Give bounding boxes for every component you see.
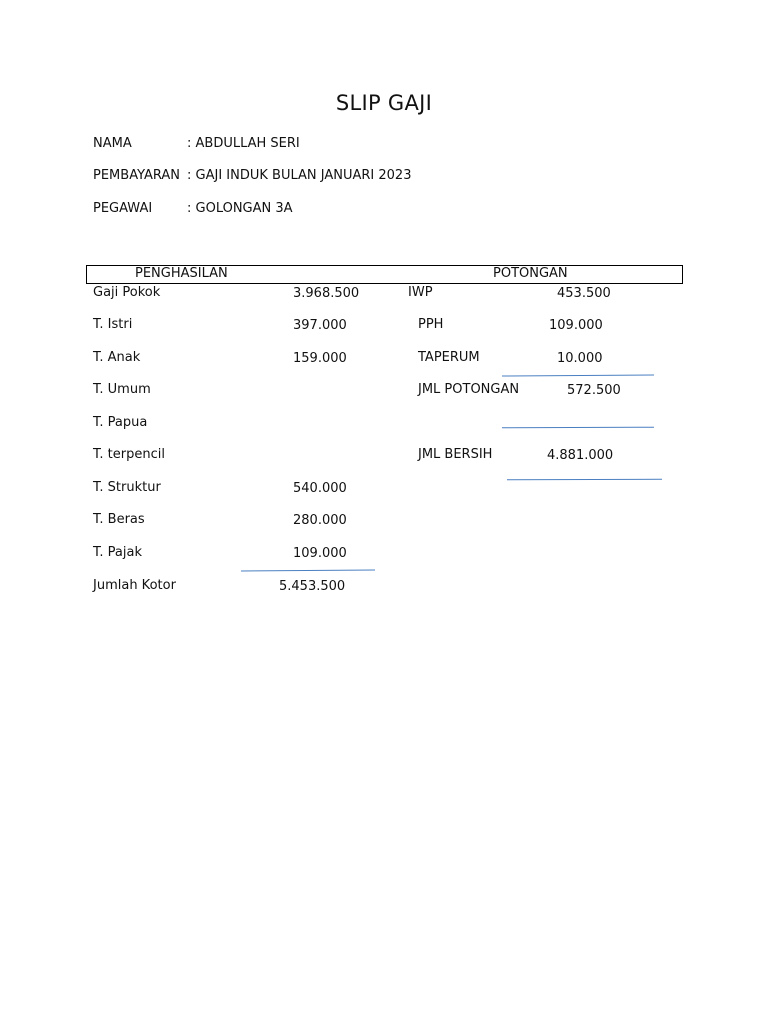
- potongan-label: TAPERUM: [418, 350, 480, 365]
- penghasilan-label: T. Pajak: [93, 545, 142, 560]
- jml-potongan-value: 572.500: [567, 383, 621, 398]
- pegawai-value: : GOLONGAN 3A: [187, 201, 293, 216]
- page-title: SLIP GAJI: [335, 91, 433, 115]
- jumlah-kotor-value: 5.453.500: [279, 579, 346, 594]
- jumlah-kotor-label: Jumlah Kotor: [93, 578, 176, 593]
- penghasilan-label: Gaji Pokok: [93, 285, 161, 300]
- pegawai-label: PEGAWAI: [93, 201, 153, 216]
- penghasilan-label: T. Papua: [93, 415, 148, 430]
- potongan-value: 453.500: [557, 286, 611, 301]
- penghasilan-label: T. Struktur: [93, 480, 161, 495]
- penghasilan-value: 280.000: [293, 513, 347, 528]
- potongan-label: PPH: [418, 317, 444, 332]
- jml-bersih-label: JML BERSIH: [418, 447, 493, 462]
- potongan-underline: [502, 374, 654, 376]
- penghasilan-value: 540.000: [293, 481, 347, 496]
- potongan-total-underline: [502, 427, 654, 429]
- penghasilan-value: 109.000: [293, 546, 347, 561]
- penghasilan-label: T. terpencil: [93, 447, 165, 462]
- nama-value: : ABDULLAH SERI: [187, 136, 300, 151]
- potongan-header: POTONGAN: [493, 266, 568, 281]
- penghasilan-label: T. Istri: [93, 317, 133, 332]
- penghasilan-value: 3.968.500: [293, 286, 360, 301]
- pembayaran-label: PEMBAYARAN: [93, 168, 181, 183]
- penghasilan-header: PENGHASILAN: [135, 266, 228, 281]
- nama-label: NAMA: [93, 136, 132, 151]
- penghasilan-value: 159.000: [293, 351, 347, 366]
- jml-potongan-label: JML POTONGAN: [418, 382, 520, 397]
- pembayaran-value: : GAJI INDUK BULAN JANUARI 2023: [187, 168, 412, 183]
- penghasilan-label: T. Beras: [93, 512, 145, 527]
- penghasilan-label: T. Umum: [93, 382, 151, 397]
- penghasilan-value: 397.000: [293, 318, 347, 333]
- penghasilan-label: T. Anak: [93, 350, 141, 365]
- jml-bersih-value: 4.881.000: [547, 448, 614, 463]
- potongan-label: IWP: [408, 285, 433, 300]
- total-underline: [241, 570, 375, 572]
- potongan-value: 109.000: [549, 318, 603, 333]
- bersih-underline: [507, 479, 662, 481]
- potongan-value: 10.000: [557, 351, 603, 366]
